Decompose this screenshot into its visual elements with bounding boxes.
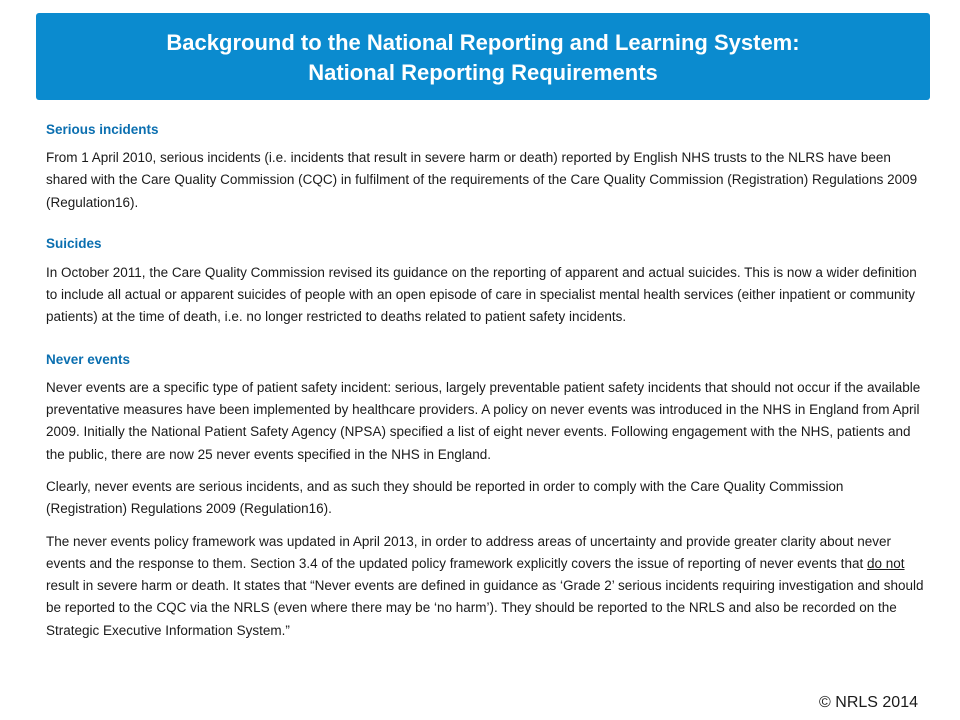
title-banner (36, 13, 930, 100)
section-heading-suicides: Suicides (46, 235, 102, 251)
page-title-line-2: National Reporting Requirements (308, 59, 658, 85)
paragraph-text: result in severe harm or death. It states that “Never events are defined in guidance as ‘Grade 2’ serious incidents requiring investigation and should be reported to the CQC via the NRLS (even where there may be ‘no harm’). They should be reported to the NRLS and also be recorded on the Strategic Executive Information System.” (46, 578, 924, 638)
section-paragraph: Never events are a specific type of patient safety incident: serious, largely preventable patient safety incidents that should not occur if the available preventative measures have been implemented by healthcare providers. A policy on never events was introduced in the NHS in England from April 2009. Initially the National Patient Safety Agency (NPSA) specified a list of eight never events. Following engagement with the NHS, patients and the public, there are now 25 never events specified in the NHS in England. (46, 379, 921, 462)
paragraph-text: The never events policy framework was updated in April 2013, in order to address areas of uncertainty and provide greater clarity about never events and the response to them. Section 3.4 of the updated policy framework explicitly covers the issue of reporting of never events that (46, 533, 891, 571)
section-paragraph: From 1 April 2010, serious incidents (i.e. incidents that result in severe harm or death) reported by English NHS trusts to the NLRS have been shared with the Care Quality Commission (CQC) in fulfilment of the requirements of the Care Quality Commission (Registration) Regulations 2009 (Regulation16). (46, 150, 918, 210)
section-paragraph: Clearly, never events are serious incidents, and as such they should be reported in order to comply with the Care Quality Commission (Registration) Regulations 2009 (Regulation16). (46, 478, 844, 517)
section-paragraph-policy-framework (46, 531, 926, 642)
copyright-footer: © NRLS 2014 (819, 694, 918, 711)
section-paragraph: In October 2011, the Care Quality Commission revised its guidance on the reporting of apparent and actual suicides. This is now a wider definition to include all actual or apparent suicides of people with an open episode of care in specialist mental health services (either inpatient or community patients) at the time of death, i.e. no longer restricted to deaths related to patient safety incidents. (46, 264, 917, 325)
underlined-emphasis: do not (866, 555, 905, 571)
section-heading-never-events: Never events (46, 351, 131, 367)
section-heading-serious-incidents: Serious incidents (46, 122, 159, 137)
page-title-line-1: Background to the National Reporting and Learning System: (166, 29, 800, 55)
main-content (46, 120, 926, 642)
